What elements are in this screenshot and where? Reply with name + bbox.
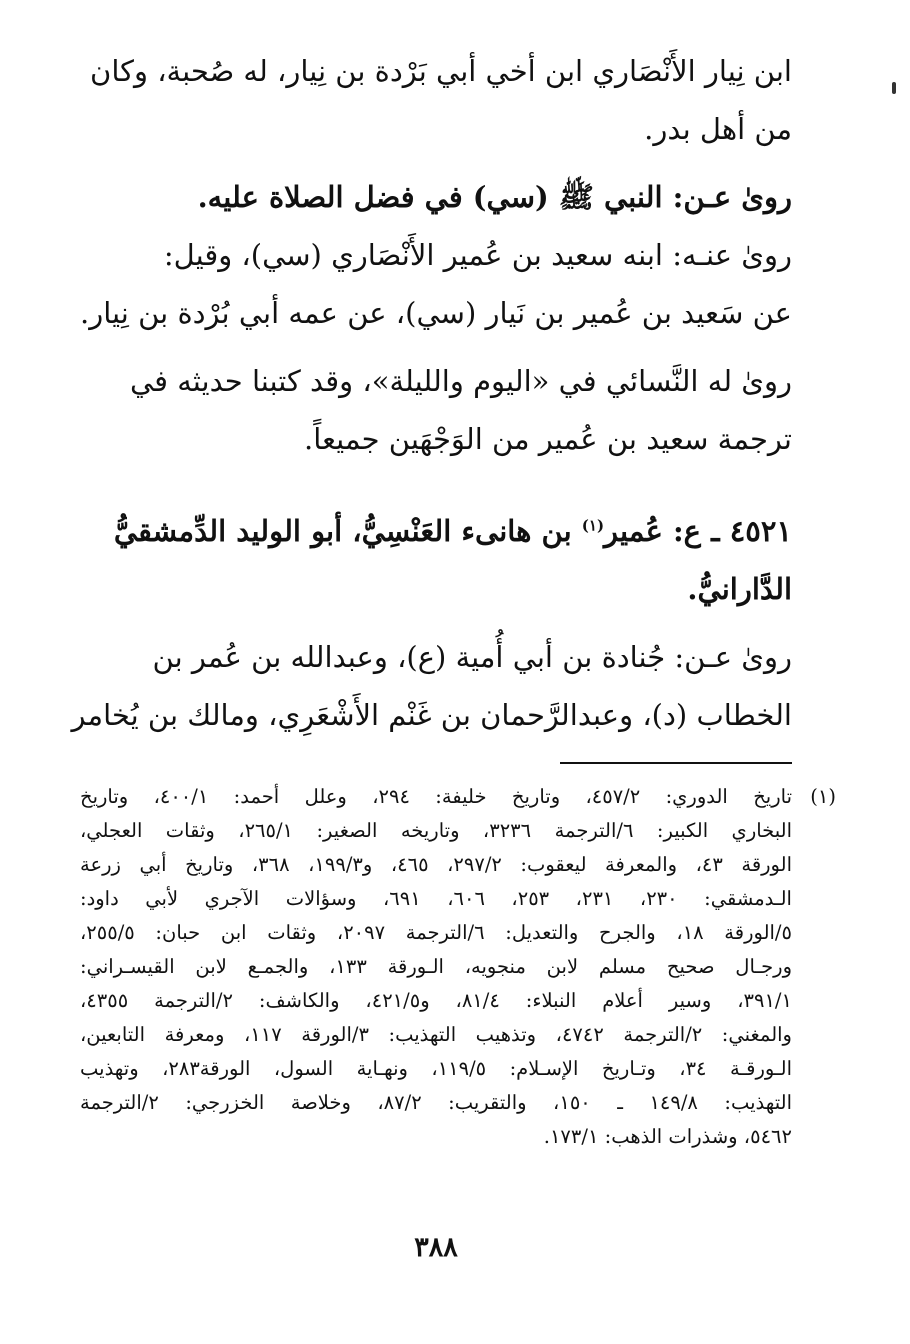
paragraph-gap <box>80 618 792 628</box>
footnote-line: الـدمشقي: ٢٣٠، ٢٣١، ٢٥٣، ٦٠٦، ٦٩١، وسؤالات الآجري لأبي داود: <box>80 887 792 910</box>
footnote-number: (١) <box>810 785 836 808</box>
footnote-line: البخاري الكبير: ٦/الترجمة ٣٢٣٦، وتاريخه الصغير: ٢٦٥/١، وثقات العجلي، <box>80 819 793 842</box>
paragraph-gap <box>80 342 792 352</box>
footnote-line: تاريخ الدوري: ٤٥٧/٢، وتاريخ خليفة: ٢٩٤، وعلل أحمد: ٤٠٠/١، وتاريخ <box>80 785 792 808</box>
page-number: ٣٨٨ <box>414 1232 458 1263</box>
nasai-note-line-1: رویٰ له النَّسائي في «اليوم والليلة»، وقد كتبنا حديثه في <box>129 364 792 398</box>
footnotes <box>80 780 836 1154</box>
entry-heading-line-2: الدَّارانيُّ. <box>687 572 792 606</box>
entry-narrated-from-line-2: الخطاب (د)، وعبدالرَّحمان بن غَنْم الأَشْعَرِي، ومالك بن يُخامر <box>71 698 792 732</box>
footnote-line: الـورقـة ٣٤، وتـاريخ الإسـلام: ١١٩/٥، ونهـاية السول، الورقة٢٨٣، وتهذيب <box>80 1057 792 1080</box>
continued-biography <box>80 42 792 468</box>
footnote-line: ٥/الورقة ١٨، والجرح والتعديل: ٦/الترجمة ٢٠٩٧، وثقات ابن حبان: ٢٥٥/٥، <box>80 921 792 944</box>
footnote-separator <box>560 762 792 764</box>
narrated-from-line: رویٰ عـن: النبي ﷺ (سي) في فضل الصلاة عليه. <box>197 180 792 214</box>
entry-number: ٤٥٢١ <box>729 514 792 548</box>
nasai-note-line-2: ترجمة سعيد بن عُمير من الوَجْهَين جميعاً. <box>304 422 792 456</box>
entry-name-rest: بن هانىء العَنْسِيُّ، أبو الوليد الدِّمشقيُّ <box>113 514 572 548</box>
entry-4521 <box>71 502 792 744</box>
narrated-by-line-2: عن سَعيد بن عُمير بن نَيار (سي)، عن عمه أبي بُرْدة بن نِيار. <box>79 296 792 330</box>
footnote-line: التهذيب: ١٤٩/٨ ـ ١٥٠، والتقريب: ٨٧/٢، وخلاصة الخزرجي: ٢/الترجمة <box>80 1091 792 1114</box>
footnote-reference: (١) <box>581 516 605 535</box>
footnote-line: ٣٩١/١، وسير أعلام النبلاء: ٨١/٤، و٤٢١/٥، والكاشف: ٢/الترجمة ٤٣٥٥، <box>80 989 792 1012</box>
paragraph-gap <box>80 158 792 168</box>
entry-narrated-from-line-1: رویٰ عـن: جُنادة بن أبي أُمية (ع)، وعبدالله بن عُمر بن <box>152 640 792 674</box>
scan-mark <box>892 82 896 94</box>
entry-gap <box>80 468 792 502</box>
footnote-line: الورقة ٤٣، والمعرفة ليعقوب: ٢٩٧/٢، ٤٦٥، و١٩٩/٣، ٣٦٨، وتاريخ أبي زرعة <box>80 853 792 876</box>
entry-heading-line-1 <box>80 502 792 560</box>
footnote-line: ٥٤٦٢، وشذرات الذهب: ١٧٣/١. <box>543 1125 792 1148</box>
narrated-by-line-1: رویٰ عنـه: ابنه سعيد بن عُمير الأَنْصَاري (سي)، وقيل: <box>163 238 792 272</box>
book-page <box>71 42 836 1302</box>
biography-line-2: من أهل بدر. <box>644 112 792 146</box>
footnote-line: ورجـال صحيح مسلم لابن منجويه، الـورقة ١٣٣، والجمـع لابن القيسـراني: <box>80 955 792 978</box>
biography-line-1: ابن نِيار الأَنْصَاري ابن أخي أبي بَرْدة بن نِيار، له صُحبة، وكان <box>90 54 792 88</box>
entry-code-and-name: ـ ع: عُمير <box>604 514 720 548</box>
footnote-line: والمغني: ٢/الترجمة ٤٧٤٢، وتذهيب التهذيب: ٣/الورقة ١١٧، ومعرفة التابعين، <box>80 1023 792 1046</box>
